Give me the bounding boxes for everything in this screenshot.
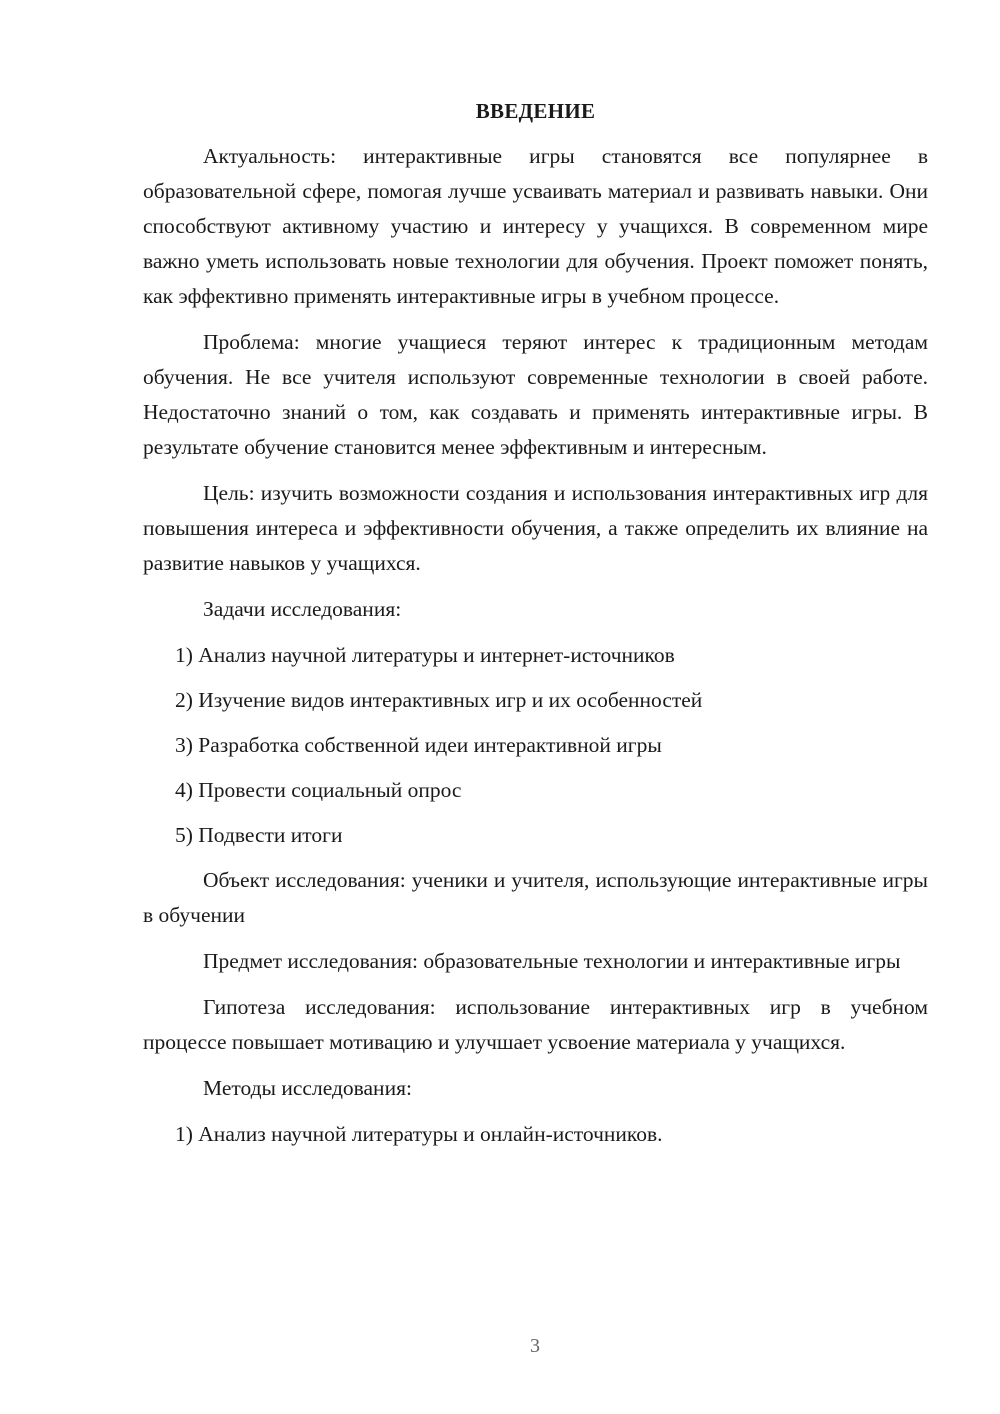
task-item: 2) Изучение видов интерактивных игр и их особенностей xyxy=(175,688,703,712)
page-number: 3 xyxy=(530,1335,540,1357)
task-item: 4) Провести социальный опрос xyxy=(175,778,462,802)
hypothesis-paragraph: Гипотеза исследования: использование интерактивных игр в учебном процессе повышает мотивацию и улучшает усвоение материала у учащихся. xyxy=(143,995,928,1054)
methods-heading: Методы исследования: xyxy=(203,1076,412,1100)
tasks-heading: Задачи исследования: xyxy=(203,597,402,621)
relevance-paragraph: Актуальность: интерактивные игры становятся все популярнее в образовательной сфере, помогая лучше усваивать материал и развивать навыки. Они способствуют активному участию и интересу у учащихся. В современном мире важно уметь использовать новые технологии для обучения. Проект поможет понять, как эффективно применять интерактивные игры в учебном процессе. xyxy=(143,144,928,308)
problem-paragraph: Проблема: многие учащиеся теряют интерес к традиционным методам обучения. Не все учителя используют современные технологии в своей работе. Недостаточно знаний о том, как создавать и применять интерактивные игры. В результате обучение становится менее эффективным и интересным. xyxy=(143,330,928,459)
task-item: 3) Разработка собственной идеи интерактивной игры xyxy=(175,733,662,757)
section-title: ВВЕДЕНИЕ xyxy=(475,99,596,123)
method-item: 1) Анализ научной литературы и онлайн-источников. xyxy=(175,1122,663,1146)
goal-paragraph: Цель: изучить возможности создания и использования интерактивных игр для повышения интереса и эффективности обучения, а также определить их влияние на развитие навыков у учащихся. xyxy=(143,481,928,575)
tasks-list xyxy=(143,638,928,853)
object-paragraph: Объект исследования: ученики и учителя, использующие интерактивные игры в обучении xyxy=(143,868,928,927)
document-body xyxy=(143,94,928,1162)
task-item: 5) Подвести итоги xyxy=(175,823,343,847)
task-item: 1) Анализ научной литературы и интернет-источников xyxy=(175,643,675,667)
subject-paragraph: Предмет исследования: образовательные технологии и интерактивные игры xyxy=(203,949,901,973)
methods-list xyxy=(143,1117,928,1152)
